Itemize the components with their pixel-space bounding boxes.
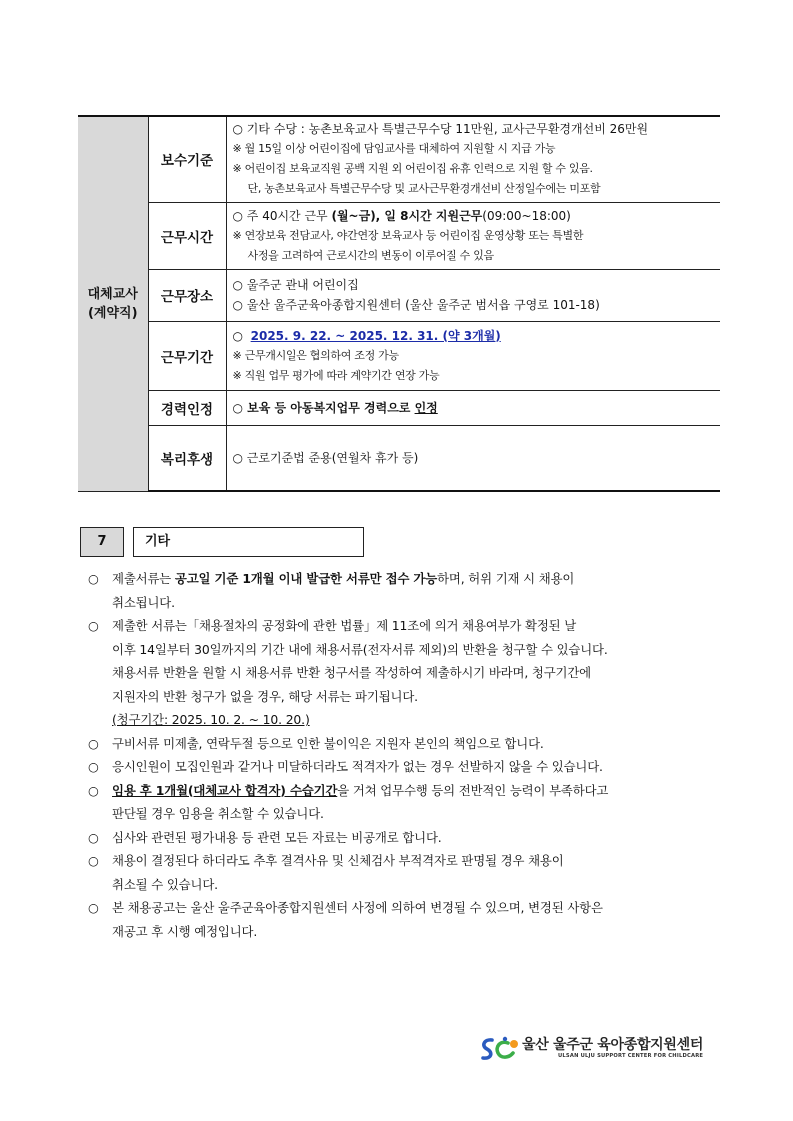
row-label-hours: 근무시간 [148, 202, 226, 269]
org-name-english: ULSAN ULJU SUPPORT CENTER FOR CHILDCARE [558, 1053, 704, 1059]
row-label-period: 근무기간 [148, 321, 226, 390]
hours-note-1: ※ 연장보육 전담교사, 야간연장 보육교사 등 어린이집 운영상황 또는 특별한 [232, 228, 584, 242]
list-item [88, 755, 724, 779]
claim-period: (청구기간: 2025. 10. 2. ~ 10. 20.) [112, 712, 310, 727]
item-text: 취소될 수 있습니다. [112, 876, 218, 892]
org-name: 울산 울주군 육아종합지원센터 [522, 1037, 704, 1053]
list-item [88, 732, 724, 756]
table-row [78, 390, 720, 425]
job-conditions-table [78, 115, 720, 492]
item-text: 본 채용공고는 울산 울주군육아종합지원센터 사정에 의하여 변경될 수 있으며, 변경된 사항은 [112, 900, 603, 915]
list-item [88, 849, 724, 896]
row-label-career: 경력인정 [148, 390, 226, 425]
item-text: 을 거쳐 업무수행 등의 전반적인 능력이 부족하다고 [337, 782, 609, 798]
period-bullet: ○ [232, 328, 243, 343]
list-item [88, 614, 724, 732]
center-logo-icon [478, 1034, 522, 1064]
row-label-pay: 보수기준 [148, 116, 226, 202]
hours-note-2: 사정을 고려하여 근로시간의 변동이 이루어질 수 있음 [247, 248, 494, 262]
list-item [88, 567, 724, 614]
table-row [78, 116, 720, 202]
item-text: 판단될 경우 임용을 취소할 수 있습니다. [112, 806, 324, 821]
category-label: 대체교사 (계약직) [87, 286, 138, 321]
item-text: 응시인원이 모집인원과 같거나 미달하더라도 적격자가 없는 경우 선발하지 않을 수 있습니다. [112, 759, 603, 774]
hours-line-1 [233, 206, 717, 226]
table-row [78, 321, 720, 390]
period-note-1: ※ 근무개시일은 협의하여 조정 가능 [232, 348, 399, 362]
circle-bullet: ○ [88, 853, 99, 868]
section-number: 7 [80, 527, 124, 557]
item-text: 이후 14일부터 30일까지의 기간 내에 채용서류(전자서류 제외)의 반환을 청구할 수 있습니다. [112, 641, 608, 657]
career-recognized: 인정 [414, 400, 438, 415]
career-line [233, 398, 717, 418]
list-item [88, 826, 724, 850]
circle-bullet: ○ [88, 618, 99, 633]
item-text: 재공고 후 시행 예정입니다. [112, 923, 258, 939]
category-cell [78, 116, 148, 491]
circle-bullet: ○ [88, 900, 99, 915]
welfare-line: ○ 근로기준법 준용(연월차 휴가 등) [232, 450, 419, 465]
item-text: 채용이 결정된다 하더라도 추후 결격사유 및 신체검사 부적격자로 판명될 경우 채용이 [112, 853, 564, 868]
hours-time-text: (09:00~18:00) [482, 208, 571, 223]
table-row [78, 425, 720, 491]
period-content [226, 321, 720, 390]
circle-bullet: ○ [88, 571, 99, 586]
list-item [88, 779, 724, 826]
place-line-2: ○ 울산 울주군육아종합지원센터 (울산 울주군 범서읍 구영로 101-18) [232, 298, 600, 312]
period-note-2: ※ 직원 업무 평가에 따라 계약기간 연장 가능 [232, 368, 440, 382]
pay-note-1: ※ 월 15일 이상 어린이집에 담임교사를 대체하여 지원할 시 지급 가능 [232, 142, 556, 156]
circle-bullet: ○ [88, 735, 99, 751]
item-text: 심사와 관련된 평가내용 등 관련 모든 자료는 비공개로 합니다. [112, 829, 442, 845]
table-row [78, 202, 720, 269]
notice-list [88, 567, 724, 943]
period-dates: 2025. 9. 22. ~ 2025. 12. 31. (약 3개월) [250, 328, 501, 343]
item-text: 하며, 허위 기재 시 채용이 [437, 571, 575, 586]
row-label-place: 근무장소 [148, 269, 226, 321]
place-line-1: ○ 울주군 관내 어린이집 [232, 278, 359, 292]
item-text: 제출서류는 [112, 571, 175, 586]
circle-bullet: ○ [88, 782, 99, 798]
career-content [226, 390, 720, 425]
pay-content [226, 116, 720, 202]
probation-text: 임용 후 1개월(대체교사 합격자) 수습기간 [112, 782, 338, 798]
circle-bullet: ○ [88, 829, 99, 845]
pay-note-3: 단, 농촌보육교사 특별근무수당 및 교사근무환경개선비 산정일수에는 미포함 [247, 182, 601, 196]
hours-bold-text: (월~금), 일 8시간 지원근무 [331, 208, 483, 223]
table-row [78, 269, 720, 321]
hours-text: ○ 주 40시간 근무 [232, 208, 332, 223]
hours-content [226, 202, 720, 269]
pay-line-1: ○ 기타 수당 : 농촌보육교사 특별근무수당 11만원, 교사근무환경개선비 26만원 [232, 122, 649, 137]
item-text: 구비서류 미제출, 연락두절 등으로 인한 불이익은 지원자 본인의 책임으로 합니다. [112, 735, 544, 751]
list-item [88, 896, 724, 943]
period-line-1 [233, 326, 717, 346]
item-text: 취소됩니다. [112, 594, 175, 610]
row-label-welfare: 복리후생 [148, 425, 226, 491]
item-text: 채용서류 반환을 원할 시 채용서류 반환 청구서를 작성하여 제출하시기 바라며, 청구기간에 [112, 665, 591, 680]
item-bold-text: 공고일 기준 1개월 이내 발급한 서류만 접수 가능 [174, 571, 438, 586]
welfare-content [226, 425, 720, 491]
footer-logo [478, 1034, 728, 1064]
section-title: 기타 [133, 527, 364, 557]
career-text: ○ 보육 등 아동복지업무 경력으로 [232, 400, 415, 415]
place-content [226, 269, 720, 321]
item-text: 제출한 서류는「채용절차의 공정화에 관한 법률」제 11조에 의거 채용여부가 확정된 날 [112, 618, 577, 633]
pay-note-2: ※ 어린이집 보육교직원 공백 지원 외 어린이집 유휴 인력으로 지원 할 수 있음. [232, 162, 593, 176]
circle-bullet: ○ [88, 759, 99, 774]
item-text: 지원자의 반환 청구가 없을 경우, 해당 서류는 파기됩니다. [112, 688, 418, 704]
